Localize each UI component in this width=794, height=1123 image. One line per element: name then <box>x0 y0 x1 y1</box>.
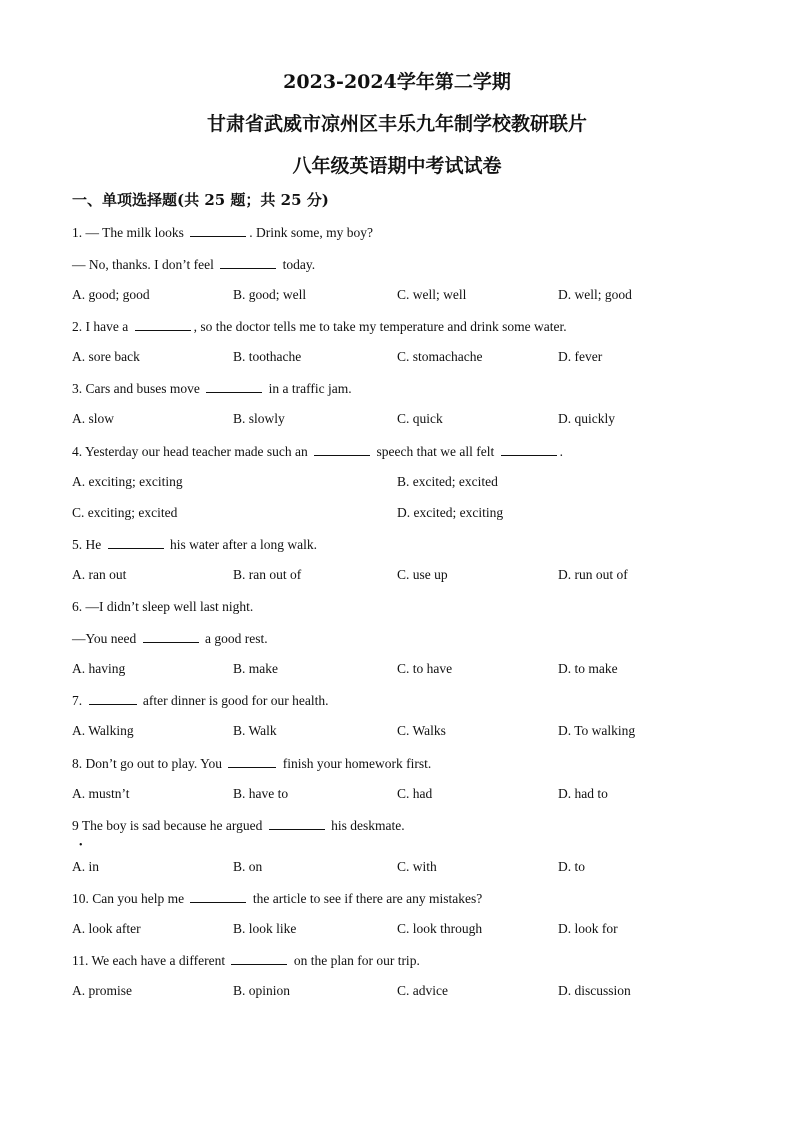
question-11-options <box>72 981 712 1001</box>
option-d: D. run out of <box>558 567 628 582</box>
option-d: D. quickly <box>558 411 615 426</box>
question-4-options-row-1 <box>72 472 712 492</box>
question-1-options <box>72 285 712 305</box>
option-a: A. slow <box>72 411 115 426</box>
question-2-line-1: 2. I have a , so the doctor tells me to take my temperature and drink some water. <box>72 316 567 337</box>
option-d: D. excited; exciting <box>397 505 504 520</box>
option-c: C. with <box>397 859 437 874</box>
option-d: D. well; good <box>558 287 632 302</box>
question-6-line-2: —You need a good rest. <box>72 628 268 649</box>
option-a: A. sore back <box>72 349 140 364</box>
option-c: C. advice <box>397 983 448 998</box>
option-a: A. exciting; exciting <box>72 474 183 489</box>
header-school: 甘肃省武威市凉州区丰乐九年制学校教研联片 <box>206 113 587 135</box>
question-9-options <box>72 857 712 877</box>
question-3-line-1: 3. Cars and buses move in a traffic jam. <box>72 378 352 399</box>
option-b: B. opinion <box>233 983 291 998</box>
option-c: C. quick <box>397 411 443 426</box>
option-d: D. look for <box>558 921 618 936</box>
answer-blank <box>190 222 246 237</box>
question-6-line-1: 6. —I didn’t sleep well last night. <box>72 599 254 614</box>
question-5-options <box>72 565 712 585</box>
answer-blank <box>269 815 325 830</box>
answer-blank <box>231 950 287 965</box>
option-d: D. to make <box>558 661 618 676</box>
option-c: C. well; well <box>397 287 467 302</box>
answer-blank <box>135 316 191 331</box>
option-a: A. ran out <box>72 567 127 582</box>
question-3-options <box>72 409 712 429</box>
question-1-line-1: 1. — The milk looks . Drink some, my boy? <box>72 222 373 243</box>
option-c: C. exciting; excited <box>72 505 178 520</box>
stray-dot: • <box>79 840 83 851</box>
option-a: A. promise <box>72 983 132 998</box>
option-a: A. in <box>72 859 99 874</box>
option-c: C. Walks <box>397 723 446 738</box>
option-a: A. mustn’t <box>72 786 130 801</box>
option-d: D. To walking <box>558 723 636 738</box>
option-a: A. Walking <box>72 723 134 738</box>
option-d: D. had to <box>558 786 608 801</box>
answer-blank <box>206 378 262 393</box>
question-6-options <box>72 659 712 679</box>
section-title: 一、单项选择题(共 25 题；共 25 分) <box>72 191 329 209</box>
option-c: C. look through <box>397 921 483 936</box>
answer-blank <box>190 888 246 903</box>
option-b: B. ran out of <box>233 567 302 582</box>
option-b: B. Walk <box>233 723 277 738</box>
question-4-options-row-2 <box>72 503 712 523</box>
question-7-options <box>72 721 712 741</box>
question-1-line-2: — No, thanks. I don’t feel today. <box>72 254 315 275</box>
question-11-line-1: 11. We each have a different on the plan for our trip. <box>72 950 420 971</box>
option-d: D. fever <box>558 349 603 364</box>
option-d: D. discussion <box>558 983 631 998</box>
question-9-line-1: 9 The boy is sad because he argued his deskmate. <box>72 815 405 836</box>
option-c: C. to have <box>397 661 453 676</box>
option-c: C. use up <box>397 567 448 582</box>
option-b: B. excited; excited <box>397 474 498 489</box>
question-10-options <box>72 919 712 939</box>
option-a: A. having <box>72 661 126 676</box>
question-4-line-1: 4. Yesterday our head teacher made such an speech that we all felt . <box>72 441 563 462</box>
option-b: B. slowly <box>233 411 285 426</box>
header-term: 2023-2024学年第二学期 <box>283 71 511 93</box>
question-7-line-1: 7. after dinner is good for our health. <box>72 690 328 711</box>
answer-blank <box>501 441 557 456</box>
option-c: C. stomachache <box>397 349 483 364</box>
answer-blank <box>108 534 164 549</box>
option-a: A. look after <box>72 921 141 936</box>
header-exam-title: 八年级英语期中考试试卷 <box>292 155 502 177</box>
question-10-line-1: 10. Can you help me the article to see if there are any mistakes? <box>72 888 482 909</box>
question-2-options <box>72 347 712 367</box>
option-b: B. make <box>233 661 278 676</box>
answer-blank <box>143 628 199 643</box>
option-b: B. on <box>233 859 263 874</box>
option-b: B. good; well <box>233 287 307 302</box>
option-d: D. to <box>558 859 585 874</box>
answer-blank <box>228 753 276 768</box>
answer-blank <box>314 441 370 456</box>
answer-blank <box>89 690 137 705</box>
option-b: B. have to <box>233 786 289 801</box>
question-8-line-1: 8. Don’t go out to play. You finish your homework first. <box>72 753 431 774</box>
question-8-options <box>72 784 712 804</box>
option-c: C. had <box>397 786 433 801</box>
option-b: B. look like <box>233 921 297 936</box>
answer-blank <box>220 254 276 269</box>
option-b: B. toothache <box>233 349 302 364</box>
option-a: A. good; good <box>72 287 150 302</box>
question-5-line-1: 5. He his water after a long walk. <box>72 534 317 555</box>
